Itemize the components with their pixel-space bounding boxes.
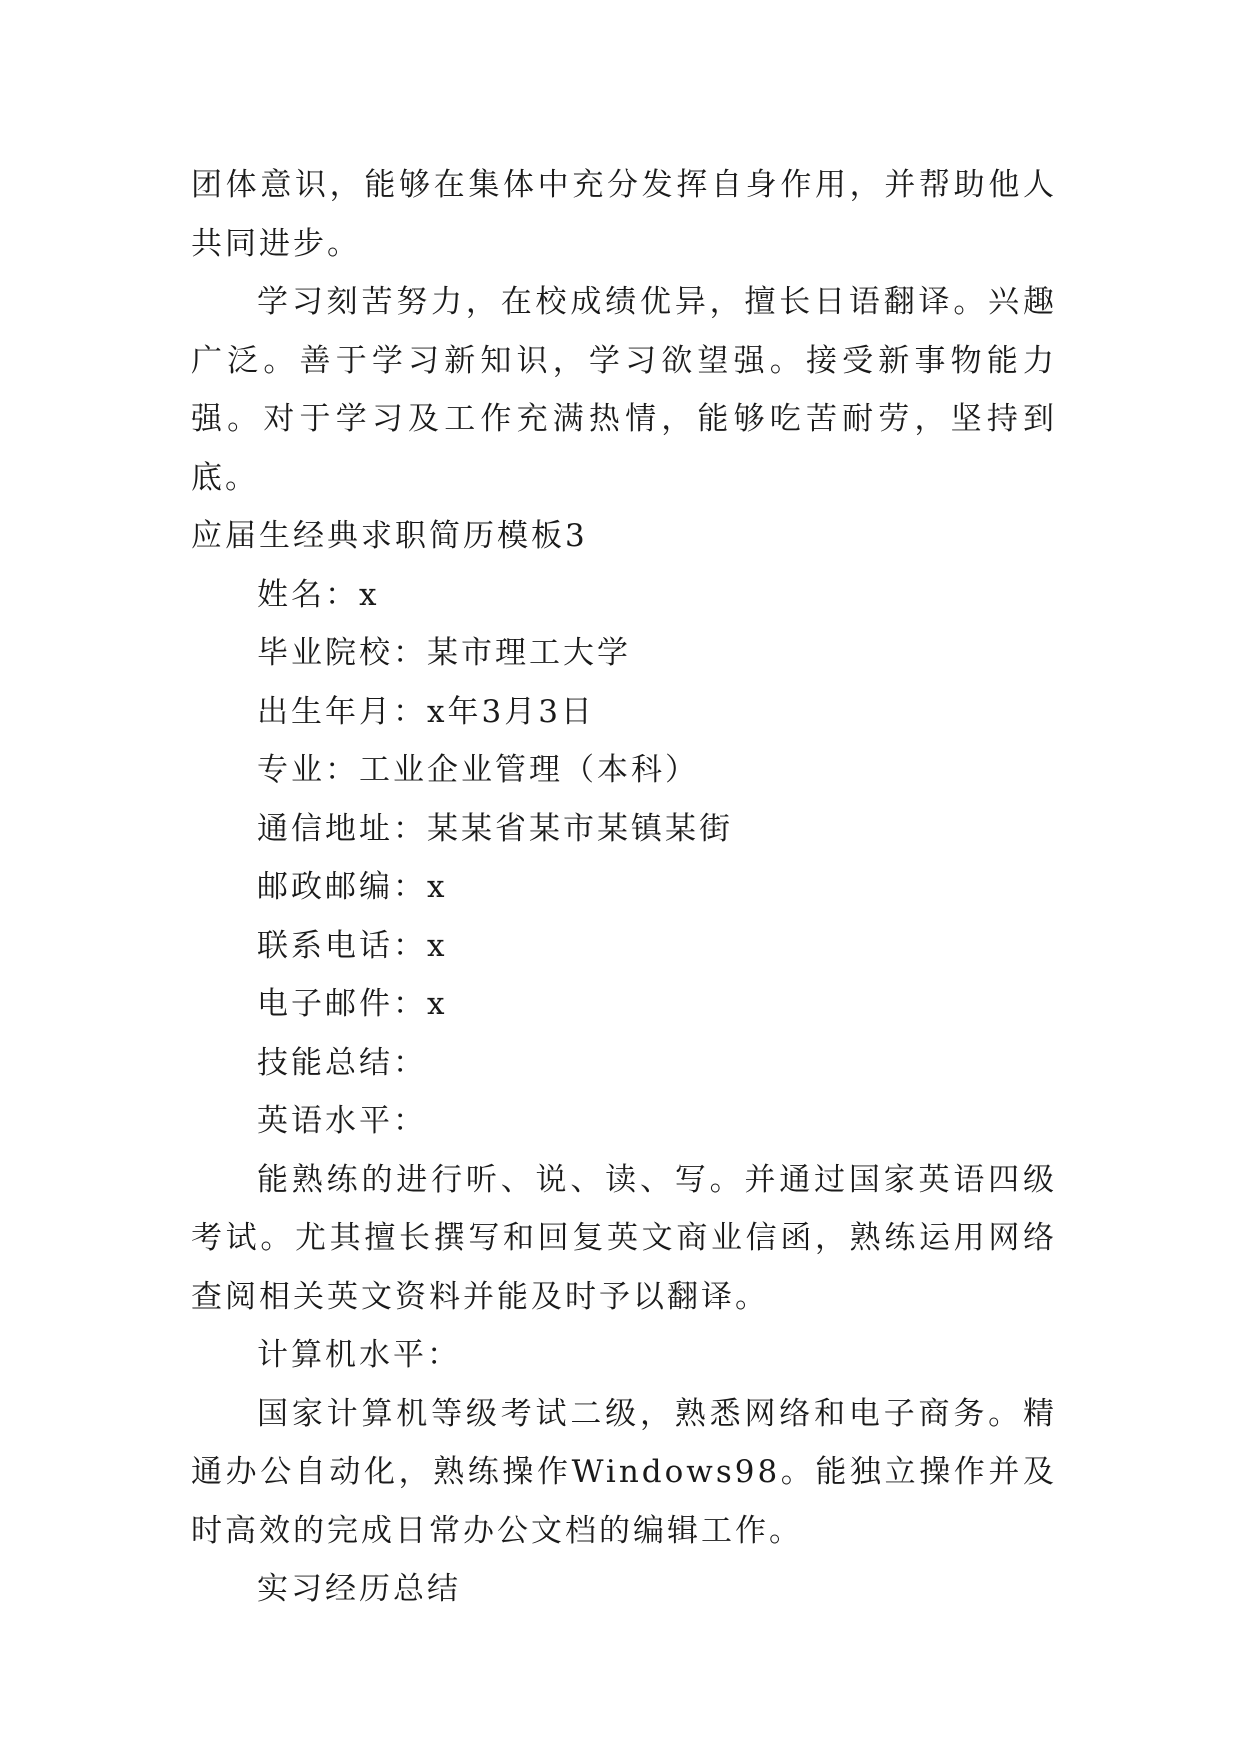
field-phone: 联系电话：x <box>257 927 448 964</box>
subheading-internship-summary: 实习经历总结 <box>257 1571 461 1607</box>
subheading-english-level: 英语水平： <box>257 1103 427 1139</box>
field-email: 电子邮件：x <box>257 986 448 1022</box>
paragraph-teamwork-continued: 团体意识，能够在集体中充分发挥自身作用，并帮助他人共同进步。 <box>191 167 1057 262</box>
document-body <box>191 156 1057 1619</box>
field-major: 专业：工业企业管理（本科） <box>257 752 699 788</box>
field-postcode: 邮政邮编：x <box>257 869 448 905</box>
field-address: 通信地址：某某省某市某镇某街 <box>257 810 733 847</box>
field-birth-date: 出生年月：x年3月3日 <box>257 693 595 730</box>
paragraph-study-attitude: 学习刻苦努力，在校成绩优异，擅长日语翻译。兴趣广泛。善于学习新知识，学习欲望强。接受新事物能力强。对于学习及工作充满热情，能够吃苦耐劳，坚持到底。 <box>191 284 1057 496</box>
field-school: 毕业院校：某市理工大学 <box>257 635 631 671</box>
subheading-skills-summary: 技能总结： <box>257 1044 427 1081</box>
subheading-computer-level: 计算机水平： <box>257 1337 461 1373</box>
field-name: 姓名：x <box>257 576 380 613</box>
paragraph-english-skills: 能熟练的进行听、说、读、写。并通过国家英语四级考试。尤其擅长撰写和回复英文商业信函，熟练运用网络查阅相关英文资料并能及时予以翻译。 <box>191 1161 1057 1315</box>
section-heading-template-3: 应届生经典求职简历模板3 <box>191 518 588 554</box>
paragraph-computer-skills: 国家计算机等级考试二级，熟悉网络和电子商务。精通办公自动化，熟练操作Windows98。能独立操作并及时高效的完成日常办公文档的编辑工作。 <box>191 1395 1057 1549</box>
